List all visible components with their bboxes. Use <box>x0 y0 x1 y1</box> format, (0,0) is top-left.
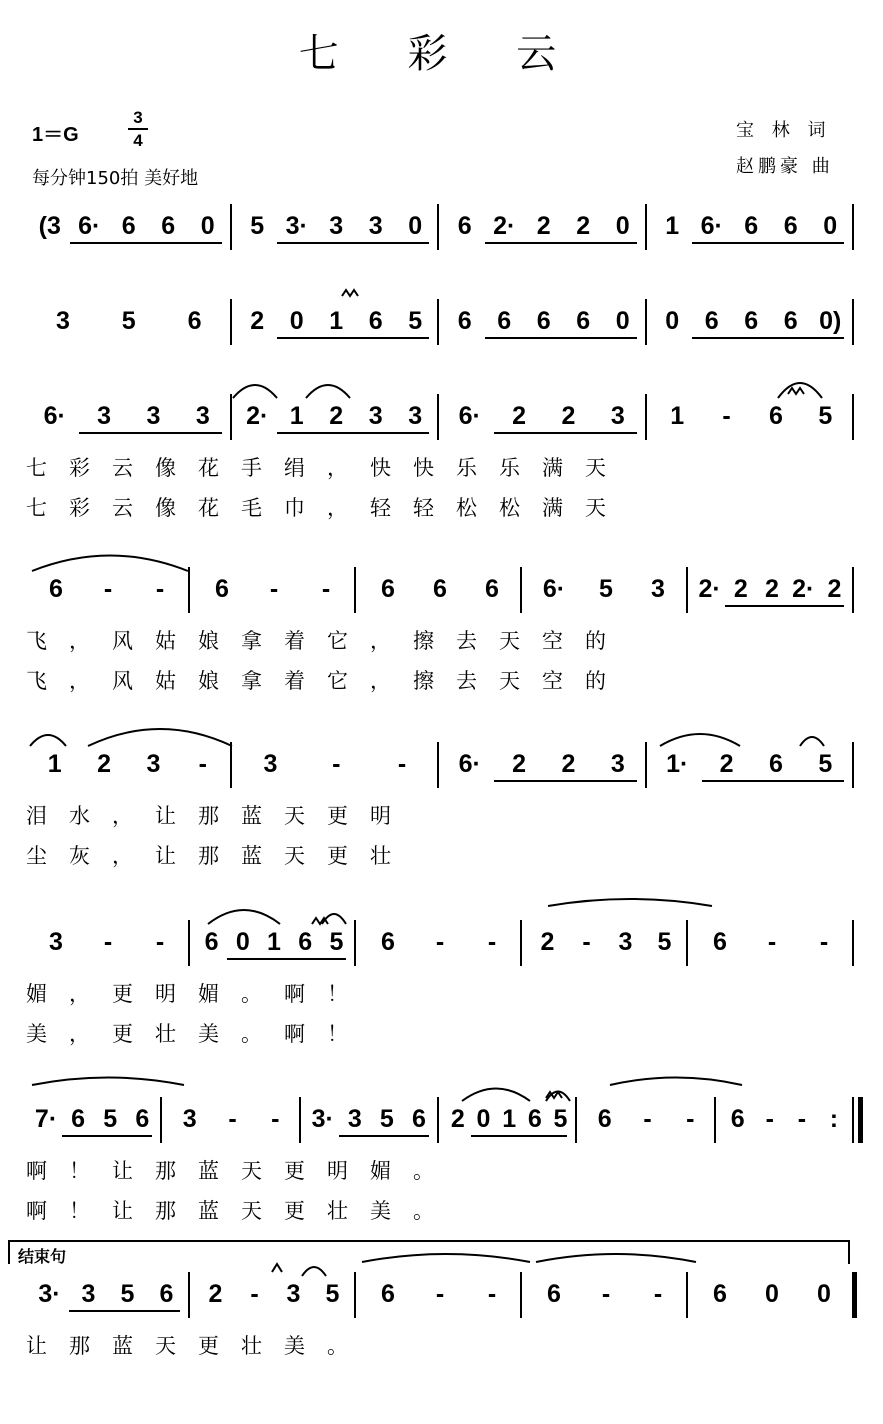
notation-row <box>22 210 864 260</box>
note: 6 <box>49 575 63 603</box>
barline <box>714 1097 716 1143</box>
note: 3 <box>329 212 344 240</box>
barline <box>299 1097 301 1143</box>
note: 7· <box>34 1105 58 1133</box>
lyric-line <box>22 978 864 1006</box>
note: 2 <box>250 307 265 335</box>
lyric-line <box>22 1330 864 1358</box>
barline <box>520 920 522 966</box>
note: 5 <box>599 575 613 603</box>
note: 3 <box>368 212 383 240</box>
note: 6 <box>536 307 551 335</box>
slur <box>306 385 350 398</box>
note: 0) <box>819 307 842 335</box>
barline <box>160 1097 162 1143</box>
note: 3 <box>182 1105 197 1133</box>
note: 6 <box>411 1105 426 1133</box>
beam <box>70 242 222 244</box>
note: - <box>601 1280 611 1308</box>
barline <box>645 394 647 440</box>
note: 6· <box>43 402 66 430</box>
barline <box>437 394 439 440</box>
lyric-text: 七彩云像花手绢，快快乐乐满天 <box>26 456 628 480</box>
barline <box>437 1097 439 1143</box>
lyric-text: 媚，更明媚。啊！ <box>26 982 370 1006</box>
notation-row <box>22 573 864 623</box>
beam <box>725 605 844 607</box>
beam <box>494 432 636 434</box>
note: 3 <box>368 402 383 430</box>
note: 1 <box>47 750 62 778</box>
note: 6 <box>783 307 798 335</box>
lyric-line <box>22 625 864 653</box>
slur <box>548 899 712 906</box>
note: 6 <box>768 750 783 778</box>
lyric-line <box>22 1195 864 1223</box>
note: 3· <box>311 1105 334 1133</box>
note: 6 <box>576 307 591 335</box>
barline <box>354 567 356 613</box>
slur <box>660 734 740 746</box>
note: 6 <box>768 402 783 430</box>
note: 1 <box>665 212 680 240</box>
note: 6 <box>71 1105 86 1133</box>
beam <box>69 1310 180 1312</box>
note: 3 <box>618 928 633 956</box>
barline <box>520 1272 522 1318</box>
note: 3 <box>286 1280 301 1308</box>
note: 3· <box>38 1280 61 1308</box>
note: 6 <box>121 212 136 240</box>
beam <box>485 242 637 244</box>
note: 0 <box>615 212 630 240</box>
note: 6 <box>730 1105 745 1133</box>
note: 2 <box>719 750 734 778</box>
note: 6· <box>78 212 101 240</box>
note: 6 <box>135 1105 150 1133</box>
beam <box>277 337 429 339</box>
note: - <box>397 750 407 778</box>
barline <box>852 204 854 250</box>
note: 5 <box>379 1105 394 1133</box>
note: - <box>198 750 207 778</box>
slur <box>462 1089 530 1102</box>
ending-label: 结束句 <box>18 1247 67 1266</box>
note: - <box>435 1280 445 1308</box>
barline <box>852 567 854 613</box>
note: 6 <box>187 307 202 335</box>
notation-row <box>22 926 864 976</box>
note: 6 <box>381 928 395 956</box>
note: 6 <box>713 1280 727 1308</box>
lyric-text: 美，更壮美。啊！ <box>26 1022 370 1046</box>
note: 2· <box>493 212 516 240</box>
note: 2 <box>765 575 779 603</box>
note: 2 <box>576 212 591 240</box>
lyricist-credit: 宝 林 词 <box>736 120 832 141</box>
note: 3 <box>146 750 161 778</box>
note: 5 <box>325 1280 340 1308</box>
note: - <box>250 1280 259 1308</box>
note: - <box>435 928 445 956</box>
lyric-line <box>22 800 864 828</box>
lyric-line <box>22 840 864 868</box>
note: 3 <box>347 1105 362 1133</box>
note: 2 <box>512 402 527 430</box>
note: 1 <box>267 928 281 956</box>
note: 6 <box>368 307 383 335</box>
beam <box>471 1135 568 1137</box>
beam <box>339 1135 429 1137</box>
slur <box>88 729 232 746</box>
note: 5 <box>120 1280 135 1308</box>
time-signature <box>128 108 148 150</box>
note: 0 <box>765 1280 779 1308</box>
barline <box>852 1097 854 1143</box>
note: 0 <box>200 212 215 240</box>
lyric-text: 啊！让那蓝天更明媚。 <box>26 1159 456 1183</box>
note: 0 <box>823 212 838 240</box>
slur <box>30 735 66 746</box>
note: 6 <box>497 307 512 335</box>
barline <box>230 204 232 250</box>
barline <box>645 299 647 345</box>
barline <box>230 299 232 345</box>
beam <box>277 242 429 244</box>
beam <box>702 780 844 782</box>
barline <box>354 920 356 966</box>
note: 2 <box>536 212 551 240</box>
tempo-marking: 每分钟150拍 美好地 <box>32 168 199 189</box>
note: 0 <box>615 307 630 335</box>
note: 6 <box>547 1280 561 1308</box>
note: 2 <box>512 750 527 778</box>
slur <box>32 1078 184 1086</box>
note: - <box>487 1280 497 1308</box>
key-signature: 1＝G <box>32 124 79 146</box>
lyric-text: 飞，风姑娘拿着它，擦去天空的 <box>26 669 628 693</box>
note: 2 <box>450 1105 465 1133</box>
note: 0 <box>817 1280 831 1308</box>
barline <box>437 742 439 788</box>
note: 3 <box>263 750 278 778</box>
note: 2 <box>540 928 555 956</box>
note: 3 <box>651 575 665 603</box>
note: - <box>103 575 113 603</box>
note: 6 <box>215 575 229 603</box>
note: 6 <box>597 1105 612 1133</box>
note: 2 <box>329 402 344 430</box>
note: 3 <box>55 307 70 335</box>
note: 0 <box>289 307 304 335</box>
note: 3 <box>81 1280 96 1308</box>
note: (3 <box>38 212 61 240</box>
time-sig-bottom: 4 <box>133 131 143 150</box>
note: 6 <box>159 1280 174 1308</box>
note: - <box>643 1105 652 1133</box>
notation-row <box>22 748 864 798</box>
note: 6 <box>204 928 219 956</box>
note: 2 <box>208 1280 223 1308</box>
barline <box>852 742 854 788</box>
barline <box>520 567 522 613</box>
lyric-text: 飞，风姑娘拿着它，擦去天空的 <box>26 629 628 653</box>
lyric-text: 让那蓝天更壮美。 <box>26 1334 370 1358</box>
slur <box>546 1092 570 1102</box>
note: 5 <box>408 307 423 335</box>
note: - <box>487 928 497 956</box>
note: 3 <box>610 750 625 778</box>
barline <box>354 1272 356 1318</box>
note: 5 <box>818 402 833 430</box>
note: 5 <box>553 1105 568 1133</box>
note: 2· <box>246 402 269 430</box>
note: - <box>332 750 341 778</box>
note: 6 <box>161 212 176 240</box>
note: 6 <box>457 212 472 240</box>
note: 2· <box>792 575 815 603</box>
note: 6 <box>381 575 395 603</box>
note: 2 <box>97 750 112 778</box>
note: 3 <box>49 928 63 956</box>
notation-row <box>22 400 864 450</box>
note: 0 <box>408 212 423 240</box>
time-sig-top: 3 <box>133 108 143 127</box>
note: 6 <box>744 307 759 335</box>
note: 5 <box>657 928 672 956</box>
slur <box>610 1078 742 1086</box>
note: - <box>155 575 165 603</box>
lyric-line <box>22 452 864 480</box>
note: - <box>765 1105 774 1133</box>
beam <box>227 958 346 960</box>
note: : <box>829 1105 839 1133</box>
note: 1 <box>329 307 344 335</box>
note: 6· <box>458 750 481 778</box>
note: 0 <box>476 1105 491 1133</box>
lyric-text: 泪水，让那蓝天更明 <box>26 804 413 828</box>
note: 5 <box>103 1105 118 1133</box>
barline <box>188 920 190 966</box>
barline <box>852 299 854 345</box>
song-title: 七 彩 云 <box>298 31 585 77</box>
note: - <box>582 928 591 956</box>
note: - <box>103 928 113 956</box>
beam <box>485 337 637 339</box>
barline <box>645 742 647 788</box>
beam <box>79 432 221 434</box>
notation-row <box>22 1103 864 1153</box>
slur <box>233 385 277 398</box>
lyric-line <box>22 1155 864 1183</box>
barline <box>686 1272 688 1318</box>
barline <box>686 920 688 966</box>
note: 6 <box>713 928 727 956</box>
slur <box>800 737 824 746</box>
note: 2 <box>561 402 576 430</box>
beam <box>692 337 844 339</box>
note: 2 <box>561 750 576 778</box>
note: 6 <box>704 307 719 335</box>
note: - <box>228 1105 237 1133</box>
note: - <box>271 1105 280 1133</box>
notation-row <box>22 1278 864 1328</box>
note: 6· <box>458 402 481 430</box>
beam <box>692 242 844 244</box>
note: - <box>269 575 279 603</box>
slur <box>32 556 188 572</box>
note: 3 <box>146 402 161 430</box>
note: - <box>653 1280 663 1308</box>
lyric-line <box>22 665 864 693</box>
beam <box>494 780 636 782</box>
barline <box>230 394 232 440</box>
slur <box>208 910 280 924</box>
note: 2 <box>827 575 842 603</box>
barline <box>852 1272 857 1318</box>
note: - <box>767 928 777 956</box>
lyric-text: 啊！让那蓝天更壮美。 <box>26 1199 456 1223</box>
note: 1 <box>502 1105 517 1133</box>
composer-credit: 赵鹏豪 曲 <box>736 156 834 177</box>
barline <box>852 920 854 966</box>
note: 6 <box>527 1105 542 1133</box>
note: 5 <box>818 750 833 778</box>
slur <box>778 383 822 398</box>
note: 6· <box>542 575 566 603</box>
note: 6 <box>381 1280 395 1308</box>
repeat-barline <box>858 1097 863 1143</box>
note: 6 <box>298 928 313 956</box>
barline <box>686 567 688 613</box>
lyric-line <box>22 492 864 520</box>
note: - <box>797 1105 807 1133</box>
note: 1 <box>670 402 685 430</box>
note: 3 <box>195 402 210 430</box>
note: 3 <box>97 402 112 430</box>
barline <box>575 1097 577 1143</box>
lyric-text: 尘灰，让那蓝天更壮 <box>26 844 413 868</box>
note: 5 <box>250 212 265 240</box>
notation-row <box>22 305 864 355</box>
note: 3· <box>285 212 308 240</box>
barline <box>437 204 439 250</box>
time-sig-line <box>128 128 148 130</box>
barline <box>852 394 854 440</box>
note: 5 <box>121 307 136 335</box>
note: 3 <box>610 402 625 430</box>
note: - <box>155 928 165 956</box>
note: 3 <box>408 402 423 430</box>
note: - <box>321 575 331 603</box>
note: 6 <box>485 575 499 603</box>
note: 0 <box>665 307 680 335</box>
note: 6 <box>433 575 447 603</box>
note: 6 <box>457 307 472 335</box>
note: 2· <box>698 575 721 603</box>
beam <box>62 1135 152 1137</box>
note: 6 <box>783 212 798 240</box>
lyric-line <box>22 1018 864 1046</box>
note: 6· <box>700 212 723 240</box>
barline <box>188 1272 190 1318</box>
slur <box>302 1267 326 1276</box>
note: - <box>722 402 731 430</box>
barline <box>645 204 647 250</box>
note: - <box>686 1105 695 1133</box>
note: 1 <box>289 402 304 430</box>
lyric-text: 七彩云像花毛巾，轻轻松松满天 <box>26 496 628 520</box>
note: - <box>819 928 829 956</box>
barline <box>230 742 232 788</box>
note: 2 <box>733 575 748 603</box>
barline <box>188 567 190 613</box>
note: 5 <box>329 928 344 956</box>
note: 1· <box>666 750 689 778</box>
ending-bracket <box>8 1240 850 1264</box>
note: 6 <box>744 212 759 240</box>
beam <box>277 432 429 434</box>
slur <box>322 914 346 924</box>
note: 0 <box>235 928 250 956</box>
barline <box>437 299 439 345</box>
